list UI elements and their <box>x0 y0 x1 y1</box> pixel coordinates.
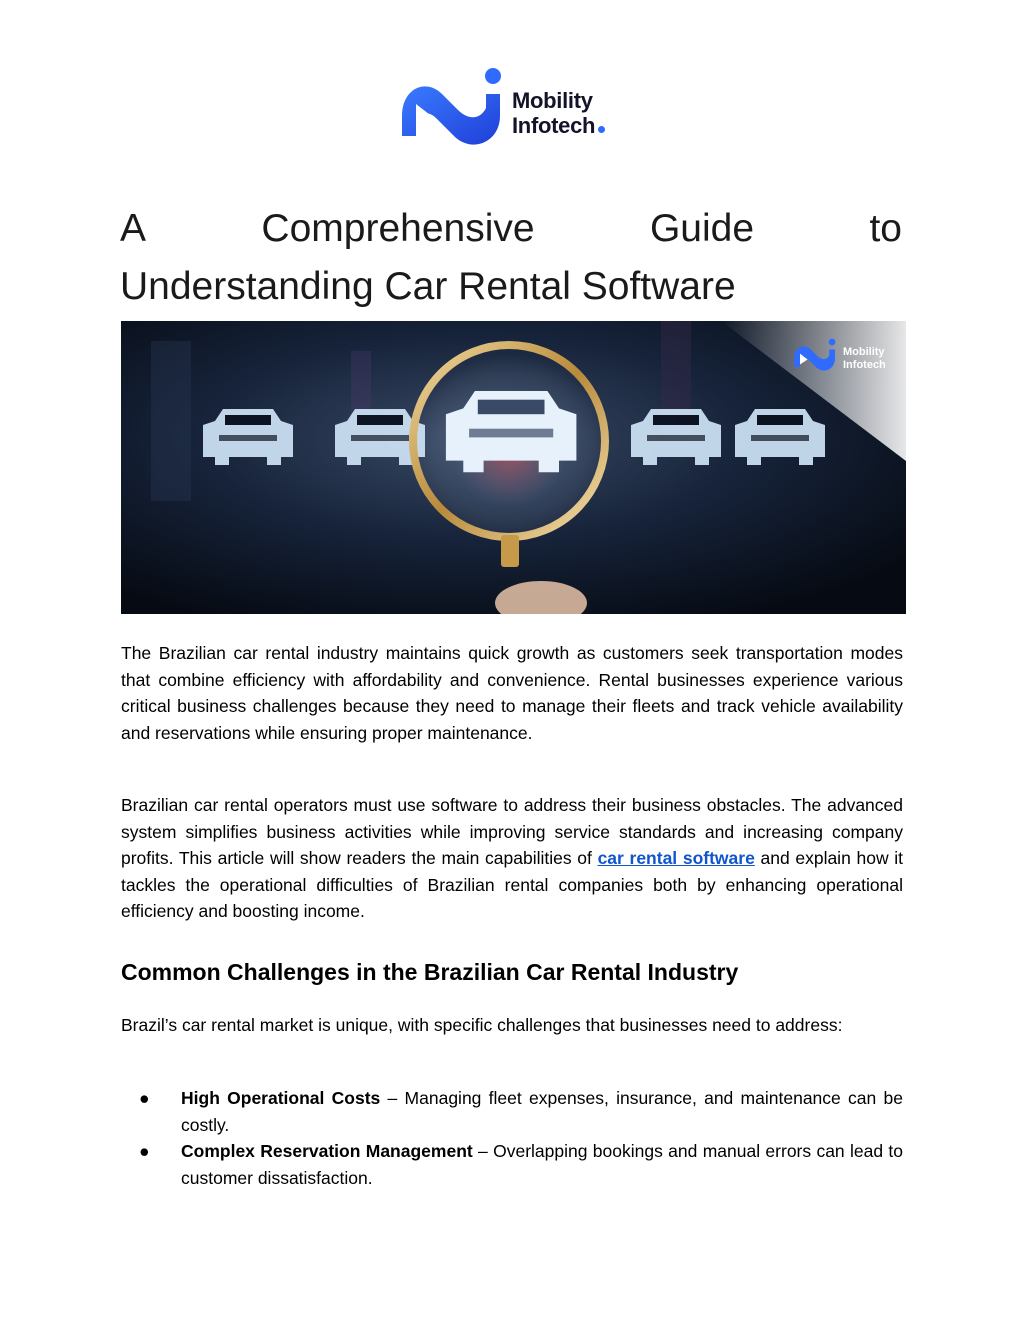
section-heading: Common Challenges in the Brazilian Car Rental Industry <box>121 959 739 985</box>
title-word: to <box>869 207 902 250</box>
bullet-icon: ● <box>139 1088 150 1108</box>
title-line2: Understanding Car Rental Software <box>120 265 736 308</box>
list-item <box>121 1138 903 1191</box>
hero-logo-line2: Infotech <box>843 359 886 371</box>
logo-line1: Mobility <box>512 88 593 113</box>
bullet-text: – Managing fleet expenses, insurance, and maintenance can be costly. <box>181 1088 903 1135</box>
car-rental-software-link[interactable]: car rental software <box>597 848 755 868</box>
list-item <box>121 1085 903 1138</box>
mobility-infotech-logo-icon <box>396 64 508 160</box>
hero-image <box>121 321 906 614</box>
bullet-bold: Complex Reservation Management <box>181 1141 473 1161</box>
hero-logo <box>791 337 901 377</box>
bullet-icon: ● <box>139 1141 150 1161</box>
section-intro: Brazil’s car rental market is unique, with specific challenges that businesses need to address: <box>121 1015 843 1035</box>
hero-logo-line1: Mobility <box>843 346 885 358</box>
title-line1 <box>120 200 902 258</box>
page-title <box>120 200 902 316</box>
title-word: A <box>120 207 147 250</box>
company-logo <box>396 64 636 160</box>
capabilities-paragraph <box>121 792 903 925</box>
bullet-text: – Overlapping bookings and manual errors can lead to customer dissatisfaction. <box>181 1141 904 1188</box>
paragraph-text: and explain how it tackles the operational difficulties of Brazilian rental companies both by enhancing operational efficiency and boosting income. <box>121 848 903 921</box>
logo-dot-icon <box>598 126 605 133</box>
intro-paragraph: The Brazilian car rental industry maintains quick growth as customers seek transportation modes that combine efficiency with affordability and convenience. Rental businesses experience various critical business challenges because they need to manage their fleets and track vehicle availability and reservations while ensuring proper maintenance. <box>121 643 903 743</box>
title-word: Comprehensive <box>261 207 535 250</box>
logo-line2: Infotech <box>512 113 596 138</box>
bullet-bold: High Operational Costs <box>181 1088 381 1108</box>
magnifying-glass-over-cars-icon <box>121 321 906 614</box>
mobility-infotech-logo-small-icon <box>791 337 839 377</box>
challenges-list <box>121 1085 903 1191</box>
paragraph-text: Brazilian car rental operators must use software to address their business obstacles. The advanced system simplifies business activities while improving service standards and increasing company profits. This article will show readers the main capabilities of <box>121 795 903 868</box>
title-word: Guide <box>649 207 755 250</box>
